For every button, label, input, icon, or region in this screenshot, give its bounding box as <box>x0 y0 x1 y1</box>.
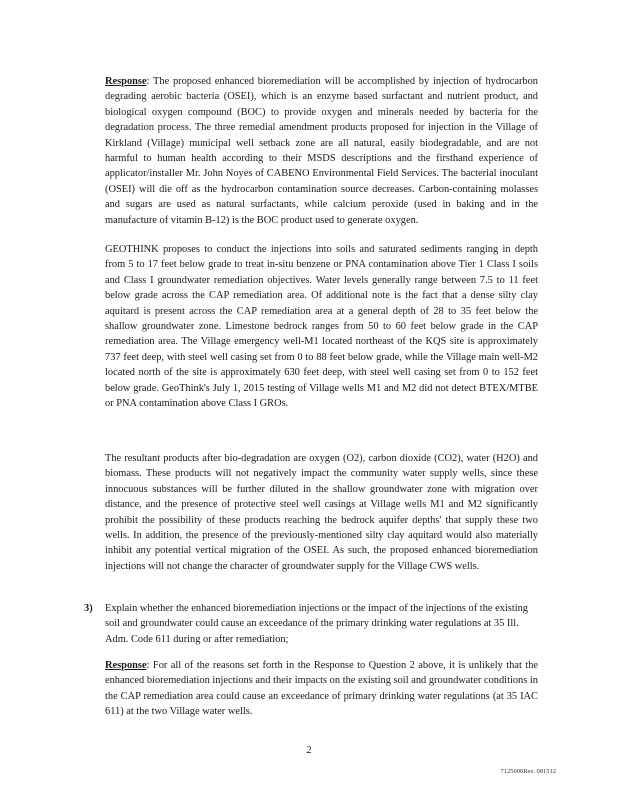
response-label: Response <box>105 76 147 87</box>
document-code: 7125000Rev. 081512 <box>500 768 556 775</box>
response-paragraph-2 <box>105 658 538 720</box>
response-text: : The proposed enhanced bioremediation will be accomplished by injection of hydrocarbon degrading aerobic bacteria (OSEI), which is an enzyme based surfactant and nutrient product, and biological oxygen compound (BOC) to provide oxygen and minerals needed by bacteria for the degradation process. The three remedial amendment products proposed for injection in the Village of Kirkland (Village) municipal well setback zone are all natural, easily biodegradable, and are not harmful to human health according to their MSDS descriptions and the firsthand experience of applicator/installer Mr. John Noyes of CABENO Environmental Field Services. The bacterial inoculant (OSEI) will die off as the hydrocarbon contamination source decreases. Carbon-containing molasses and sugars are used as natural surfactants, while calcium peroxide (used in baking and in the manufacture of vitamin B-12) is the BOC product used to generate oxygen. <box>105 76 538 226</box>
response-paragraph-1 <box>105 74 538 228</box>
question-number: 3) <box>84 603 93 614</box>
page-number: 2 <box>306 745 312 756</box>
biodegradation-products-paragraph: The resultant products after bio-degradation are oxygen (O2), carbon dioxide (CO2), water (H2O) and biomass. These products will not negatively impact the community water supply wells, since these innocuous substances will be further diluted in the shallow groundwater zone with migration over distance, and the presence of protective steel well casings at Village wells M1 and M2 significantly prohibit the possibility of these products reaching the bedrock aquifer depths' that supply these two wells. In addition, the presence of the previously-mentioned silty clay aquitard would also materially inhibit any potential vertical migration of the OSEI. As such, the proposed enhanced bioremediation injections will not change the character of groundwater supply for the Village CWS wells. <box>105 453 538 572</box>
question-text: Explain whether the enhanced bioremediation injections or the impact of the injections of the existing soil and groundwater could cause an exceedance of the primary drinking water regulations at 35 Ill. Adm. Code 611 during or after remediation; <box>105 603 529 645</box>
response-label: Response <box>105 660 147 671</box>
response-text: : For all of the reasons set forth in the Response to Question 2 above, it is unlikely that the enhanced bioremediation injections and their impacts on the existing soil and groundwater conditions in the CAP remediation area could cause an exceedance of primary drinking water regulations (at 35 IAC 611) at the two Village water wells. <box>105 660 538 718</box>
injection-details-paragraph: GEOTHINK proposes to conduct the injections into soils and saturated sediments ranging in depth from 5 to 17 feet below grade to treat in-situ benzene or PNA contamination above Tier 1 Class I soils and Class I groundwater remediation objectives. Water levels generally range between 7.5 to 11 feet below grade across the CAP remediation area. Of additional note is the fact that a dense silty clay aquitard is present across the CAP remediation area at a general depth of 28 to 35 feet below the shallow groundwater zone. Limestone bedrock ranges from 50 to 60 feet below grade in the CAP remediation area. The Village emergency well-M1 located northeast of the KQS site is approximately 737 feet deep, with steel well casing set from 0 to 88 feet below grade, while the Village main well-M2 located north of the site is approximately 630 feet deep, with steel well casing set from 0 to 152 feet below grade. GeoThink's July 1, 2015 testing of Village wells M1 and M2 did not detect BTEX/MTBE or PNA contamination above Class I GROs. <box>105 244 538 410</box>
